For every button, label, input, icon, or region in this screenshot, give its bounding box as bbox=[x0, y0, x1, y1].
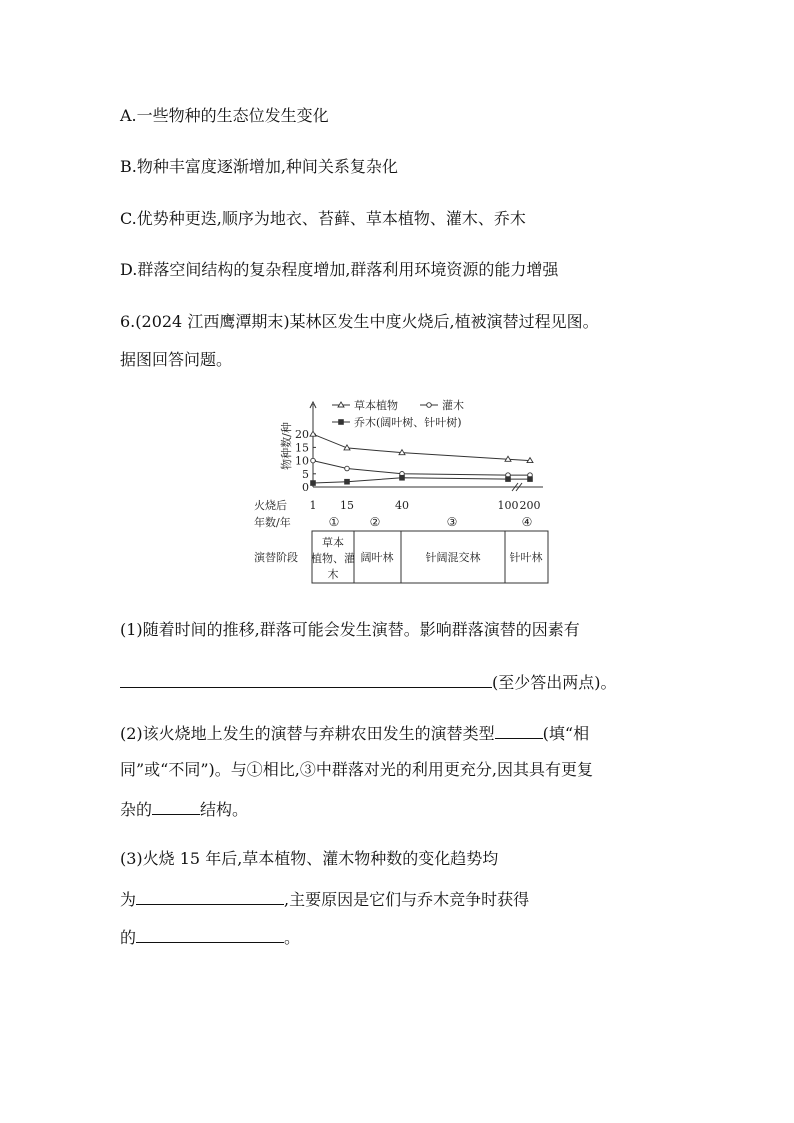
part2-hint: (填“相 bbox=[542, 724, 590, 743]
question6-part3: (3)火烧 15 年后,草本植物、灌木物种数的变化趋势均 bbox=[120, 849, 499, 868]
question6-stem-cont: 据图回答问题。 bbox=[120, 350, 233, 369]
chart-series bbox=[310, 431, 533, 485]
legend-label: 乔木(阔叶树、针叶树) bbox=[354, 416, 462, 429]
stage-number: ② bbox=[369, 515, 381, 529]
y-tick-label: 10 bbox=[295, 454, 309, 468]
data-point-square bbox=[339, 420, 344, 425]
stage-name-3: 针阔混交林 bbox=[425, 551, 481, 564]
stage-name-4: 针叶林 bbox=[509, 551, 543, 564]
stage-number: ① bbox=[328, 515, 340, 529]
data-point-square bbox=[311, 481, 316, 486]
data-point-square bbox=[528, 477, 533, 482]
y-tick-label: 20 bbox=[295, 428, 309, 442]
question6-part3-cont2 bbox=[120, 926, 300, 948]
stage-name-2: 阔叶林 bbox=[360, 551, 394, 564]
question6-part1: (1)随着时间的推移,群落可能会发生演替。影响群落演替的因素有 bbox=[120, 620, 580, 639]
part3-text: 为 bbox=[120, 890, 137, 909]
stage-name-1-cont: 植物、灌 bbox=[311, 552, 355, 565]
data-point-circle bbox=[427, 403, 432, 408]
question6-stem: 6.(2024 江西鹰潭期末)某林区发生中度火烧后,植被演替过程见图。 bbox=[120, 312, 599, 331]
part3-text-2: ,主要原因是它们与乔木竞争时获得 bbox=[284, 890, 530, 909]
data-point-circle bbox=[345, 466, 350, 471]
data-point-square bbox=[400, 475, 405, 480]
question6-part2-cont2 bbox=[120, 798, 248, 820]
part2-text: (2)该火烧地上发生的演替与弃耕农田发生的演替类型 bbox=[120, 724, 495, 743]
series-1 bbox=[310, 431, 533, 462]
stage-table bbox=[254, 515, 548, 583]
part3-text-4: 。 bbox=[284, 928, 301, 947]
x-tick-label: 1 bbox=[309, 499, 317, 512]
option-d: D.群落空间结构的复杂程度增加,群落利用环境资源的能力增强 bbox=[120, 260, 559, 279]
question6-part3-cont bbox=[120, 888, 529, 910]
y-tick-label: 15 bbox=[295, 441, 309, 455]
answer-blank-3[interactable] bbox=[152, 798, 200, 815]
answer-blank-4[interactable] bbox=[136, 888, 284, 905]
succession-chart bbox=[250, 396, 550, 586]
option-c: C.优势种更迭,顺序为地衣、苔藓、草本植物、灌木、乔木 bbox=[120, 209, 526, 228]
y-tick-label: 5 bbox=[302, 467, 309, 481]
x-tick-label: 40 bbox=[395, 499, 409, 512]
chart-legend bbox=[332, 398, 464, 429]
y-axis-label: 物种数/种 bbox=[280, 422, 293, 470]
option-a: A.一些物种的生态位发生变化 bbox=[120, 106, 329, 125]
answer-blank-1[interactable] bbox=[120, 671, 492, 688]
x-axis-label-cont: 年数/年 bbox=[254, 516, 291, 529]
hint-text: (至少答出两点)。 bbox=[492, 673, 617, 692]
answer-blank-5[interactable] bbox=[136, 926, 284, 943]
stage-number: ③ bbox=[446, 515, 458, 529]
series-2 bbox=[311, 458, 533, 477]
legend-label: 灌木 bbox=[442, 399, 464, 412]
stage-name-1-cont2: 木 bbox=[327, 568, 339, 581]
x-tick-label: 15 bbox=[340, 499, 354, 512]
stage-number: ④ bbox=[521, 515, 533, 529]
part2-text-4: 结构。 bbox=[200, 800, 249, 819]
part3-text-3: 的 bbox=[120, 928, 137, 947]
data-point-square bbox=[506, 477, 511, 482]
question6-part2 bbox=[120, 722, 589, 744]
stage-name-1: 草本 bbox=[322, 536, 344, 549]
answer-blank-2[interactable] bbox=[495, 722, 543, 739]
legend-label: 草本植物 bbox=[354, 399, 398, 412]
part2-text-3: 杂的 bbox=[120, 800, 153, 819]
series-3 bbox=[311, 475, 533, 485]
x-tick-label: 200 bbox=[519, 499, 541, 512]
option-b: B.物种丰富度逐渐增加,种间关系复杂化 bbox=[120, 157, 398, 176]
stage-row-label: 演替阶段 bbox=[254, 551, 298, 564]
question6-part1-answer-line bbox=[120, 671, 617, 693]
y-tick-label: 0 bbox=[302, 481, 309, 494]
data-point-circle bbox=[311, 458, 316, 463]
x-axis-label: 火烧后 bbox=[254, 499, 287, 512]
question6-part2-cont: 同”或“不同”)。与①相比,③中群落对光的利用更充分,因其具有更复 bbox=[120, 760, 593, 779]
x-tick-label: 100 bbox=[497, 499, 519, 512]
data-point-square bbox=[345, 479, 350, 484]
